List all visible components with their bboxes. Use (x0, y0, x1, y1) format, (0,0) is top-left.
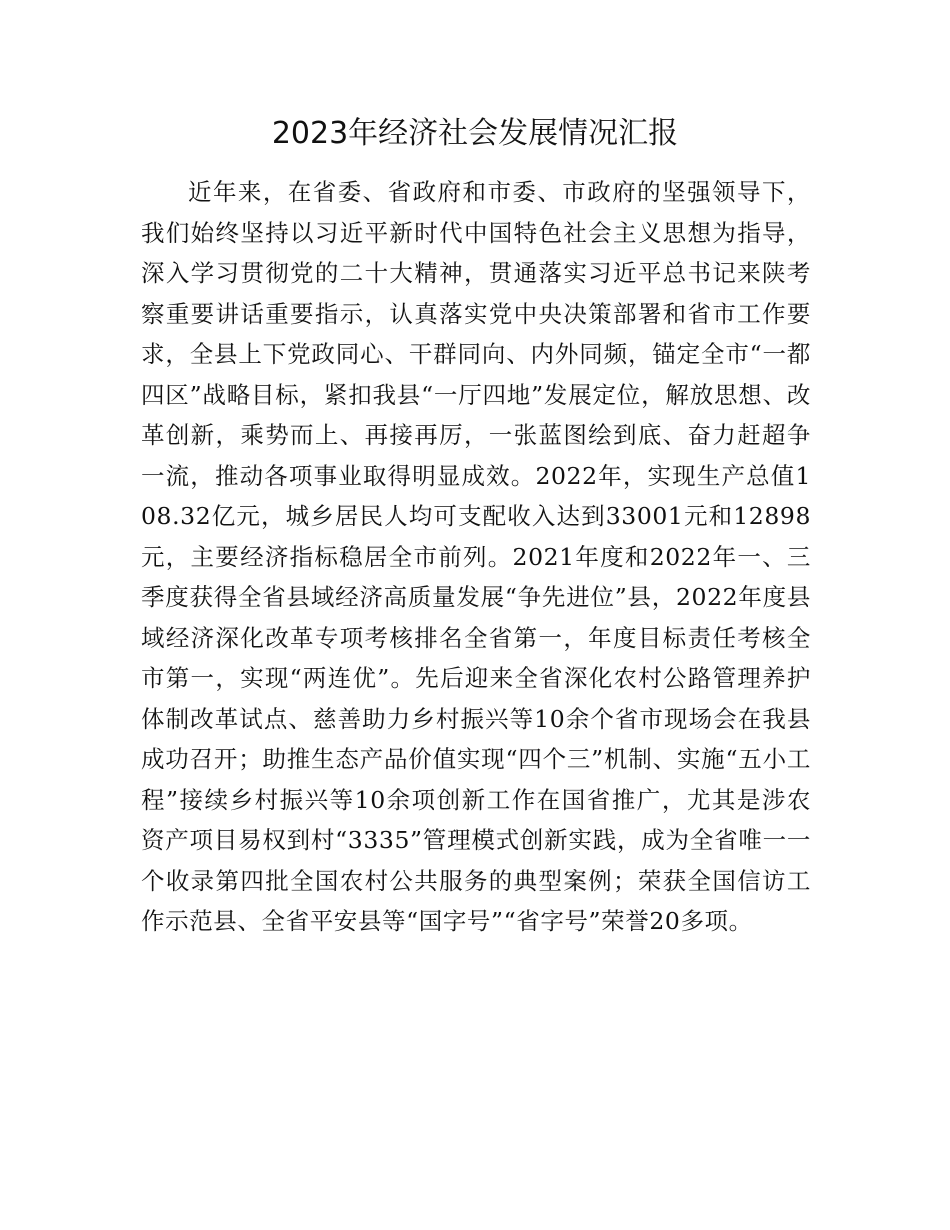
body-paragraph: 近年来，在省委、省政府和市委、市政府的坚强领导下，我们始终坚持以习近平新时代中国特色社会主义思想为指导，深入学习贯彻党的二十大精神，贯通落实习近平总书记来陕考察重要讲话重要指示，认真落实党中央决策部署和省市工作要求，全县上下党政同心、干群同向、内外同频，锚定全市“一都四区”战略目标，紧扣我县“一厅四地”发展定位，解放思想、改革创新，乘势而上、再接再厉，一张蓝图绘到底、奋力赶超争一流，推动各项事业取得明显成效。2022年，实现生产总值108.32亿元，城乡居民人均可支配收入达到33001元和12898元，主要经济指标稳居全市前列。2021年度和2022年一、三季度获得全省县域经济高质量发展“争先进位”县，2022年度县域经济深化改革专项考核排名全省第一，年度目标责任考核全市第一，实现“两连优”。先后迎来全省深化农村公路管理养护体制改革试点、慈善助力乡村振兴等10余个省市现场会在我县成功召开；助推生态产品价值实现“四个三”机制、实施“五小工程”接续乡村振兴等10余项创新工作在国省推广，尤其是涉农资产项目易权到村“3335”管理模式创新实践，成为全省唯一一个收录第四批全国农村公共服务的典型案例；荣获全国信访工作示范县、全省平安县等“国字号”“省字号”荣誉20多项。 (141, 178, 811, 935)
document-title: 2023年经济社会发展情况汇报 (271, 116, 679, 151)
